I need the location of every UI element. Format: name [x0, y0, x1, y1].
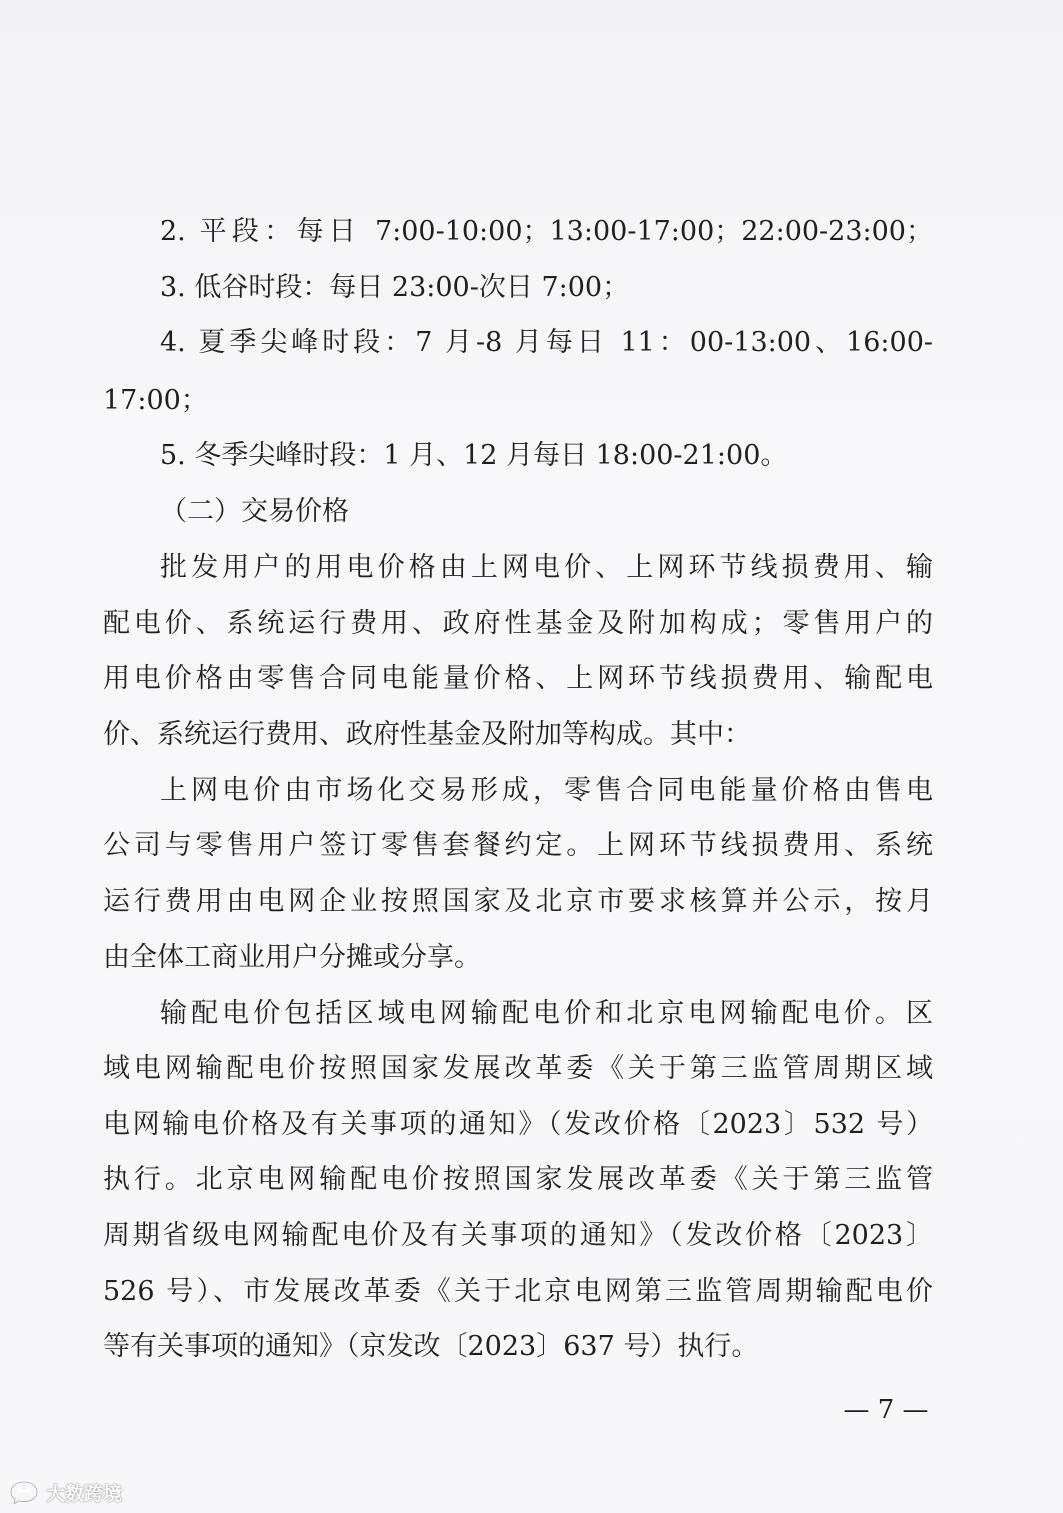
- section-heading: （二）交易价格: [160, 496, 349, 527]
- text-line: 运行费用由电网企业按照国家及北京市要求核算并公示，按月: [103, 886, 933, 917]
- text-line: 3. 低谷时段：每日 23:00-次日 7:00；: [160, 272, 630, 303]
- text-line: 执行。北京电网输配电价按照国家发展改革委《关于第三监管: [103, 1164, 933, 1195]
- text-line: 用电价格由零售合同电能量价格、上网环节线损费用、输配电: [103, 663, 933, 694]
- page-number: — 7 —: [843, 1395, 929, 1425]
- text-line: 由全体工商业用户分摊或分享。: [103, 942, 481, 973]
- text-line: 等有关事项的通知》（京发改〔2023〕637 号）执行。: [103, 1331, 759, 1362]
- text-line: 4. 夏季尖峰时段：7 月-8 月每日 11：00-13:00、16:00-: [160, 327, 933, 358]
- chat-bubble-logo-icon: [8, 1479, 40, 1505]
- text-line: 输配电价包括区域电网输配电价和北京电网输配电价。区: [160, 998, 933, 1029]
- text-line: 周期省级电网输配电价及有关事项的通知》（发改价格〔2023〕: [103, 1220, 933, 1251]
- text-line: 配电价、系统运行费用、政府性基金及附加构成；零售用户的: [103, 608, 933, 639]
- text-line: 526 号）、市发展改革委《关于北京电网第三监管周期输配电价: [103, 1276, 933, 1307]
- text-line: 批发用户的用电价格由上网电价、上网环节线损费用、输: [160, 552, 933, 583]
- text-line: 域电网输配电价按照国家发展改革委《关于第三监管周期区域: [103, 1053, 933, 1084]
- text-line: 公司与零售用户签订零售套餐约定。上网环节线损费用、系统: [103, 830, 933, 861]
- watermark: [8, 1476, 122, 1508]
- text-line: 2. 平段：每日 7:00-10:00；13:00-17:00；22:00-23:00；: [160, 216, 933, 247]
- watermark-text: 大数跨境: [46, 1482, 123, 1505]
- text-line: 5. 冬季尖峰时段：1 月、12 月每日 18:00-21:00。: [160, 440, 788, 471]
- text-line: 17:00；: [103, 385, 208, 416]
- text-line: 价、系统运行费用、政府性基金及附加等构成。其中：: [103, 719, 751, 750]
- text-line: 上网电价由市场化交易形成，零售合同电能量价格由售电: [160, 775, 933, 806]
- text-line: 电网输电价格及有关事项的通知》（发改价格〔2023〕532 号）: [103, 1109, 933, 1140]
